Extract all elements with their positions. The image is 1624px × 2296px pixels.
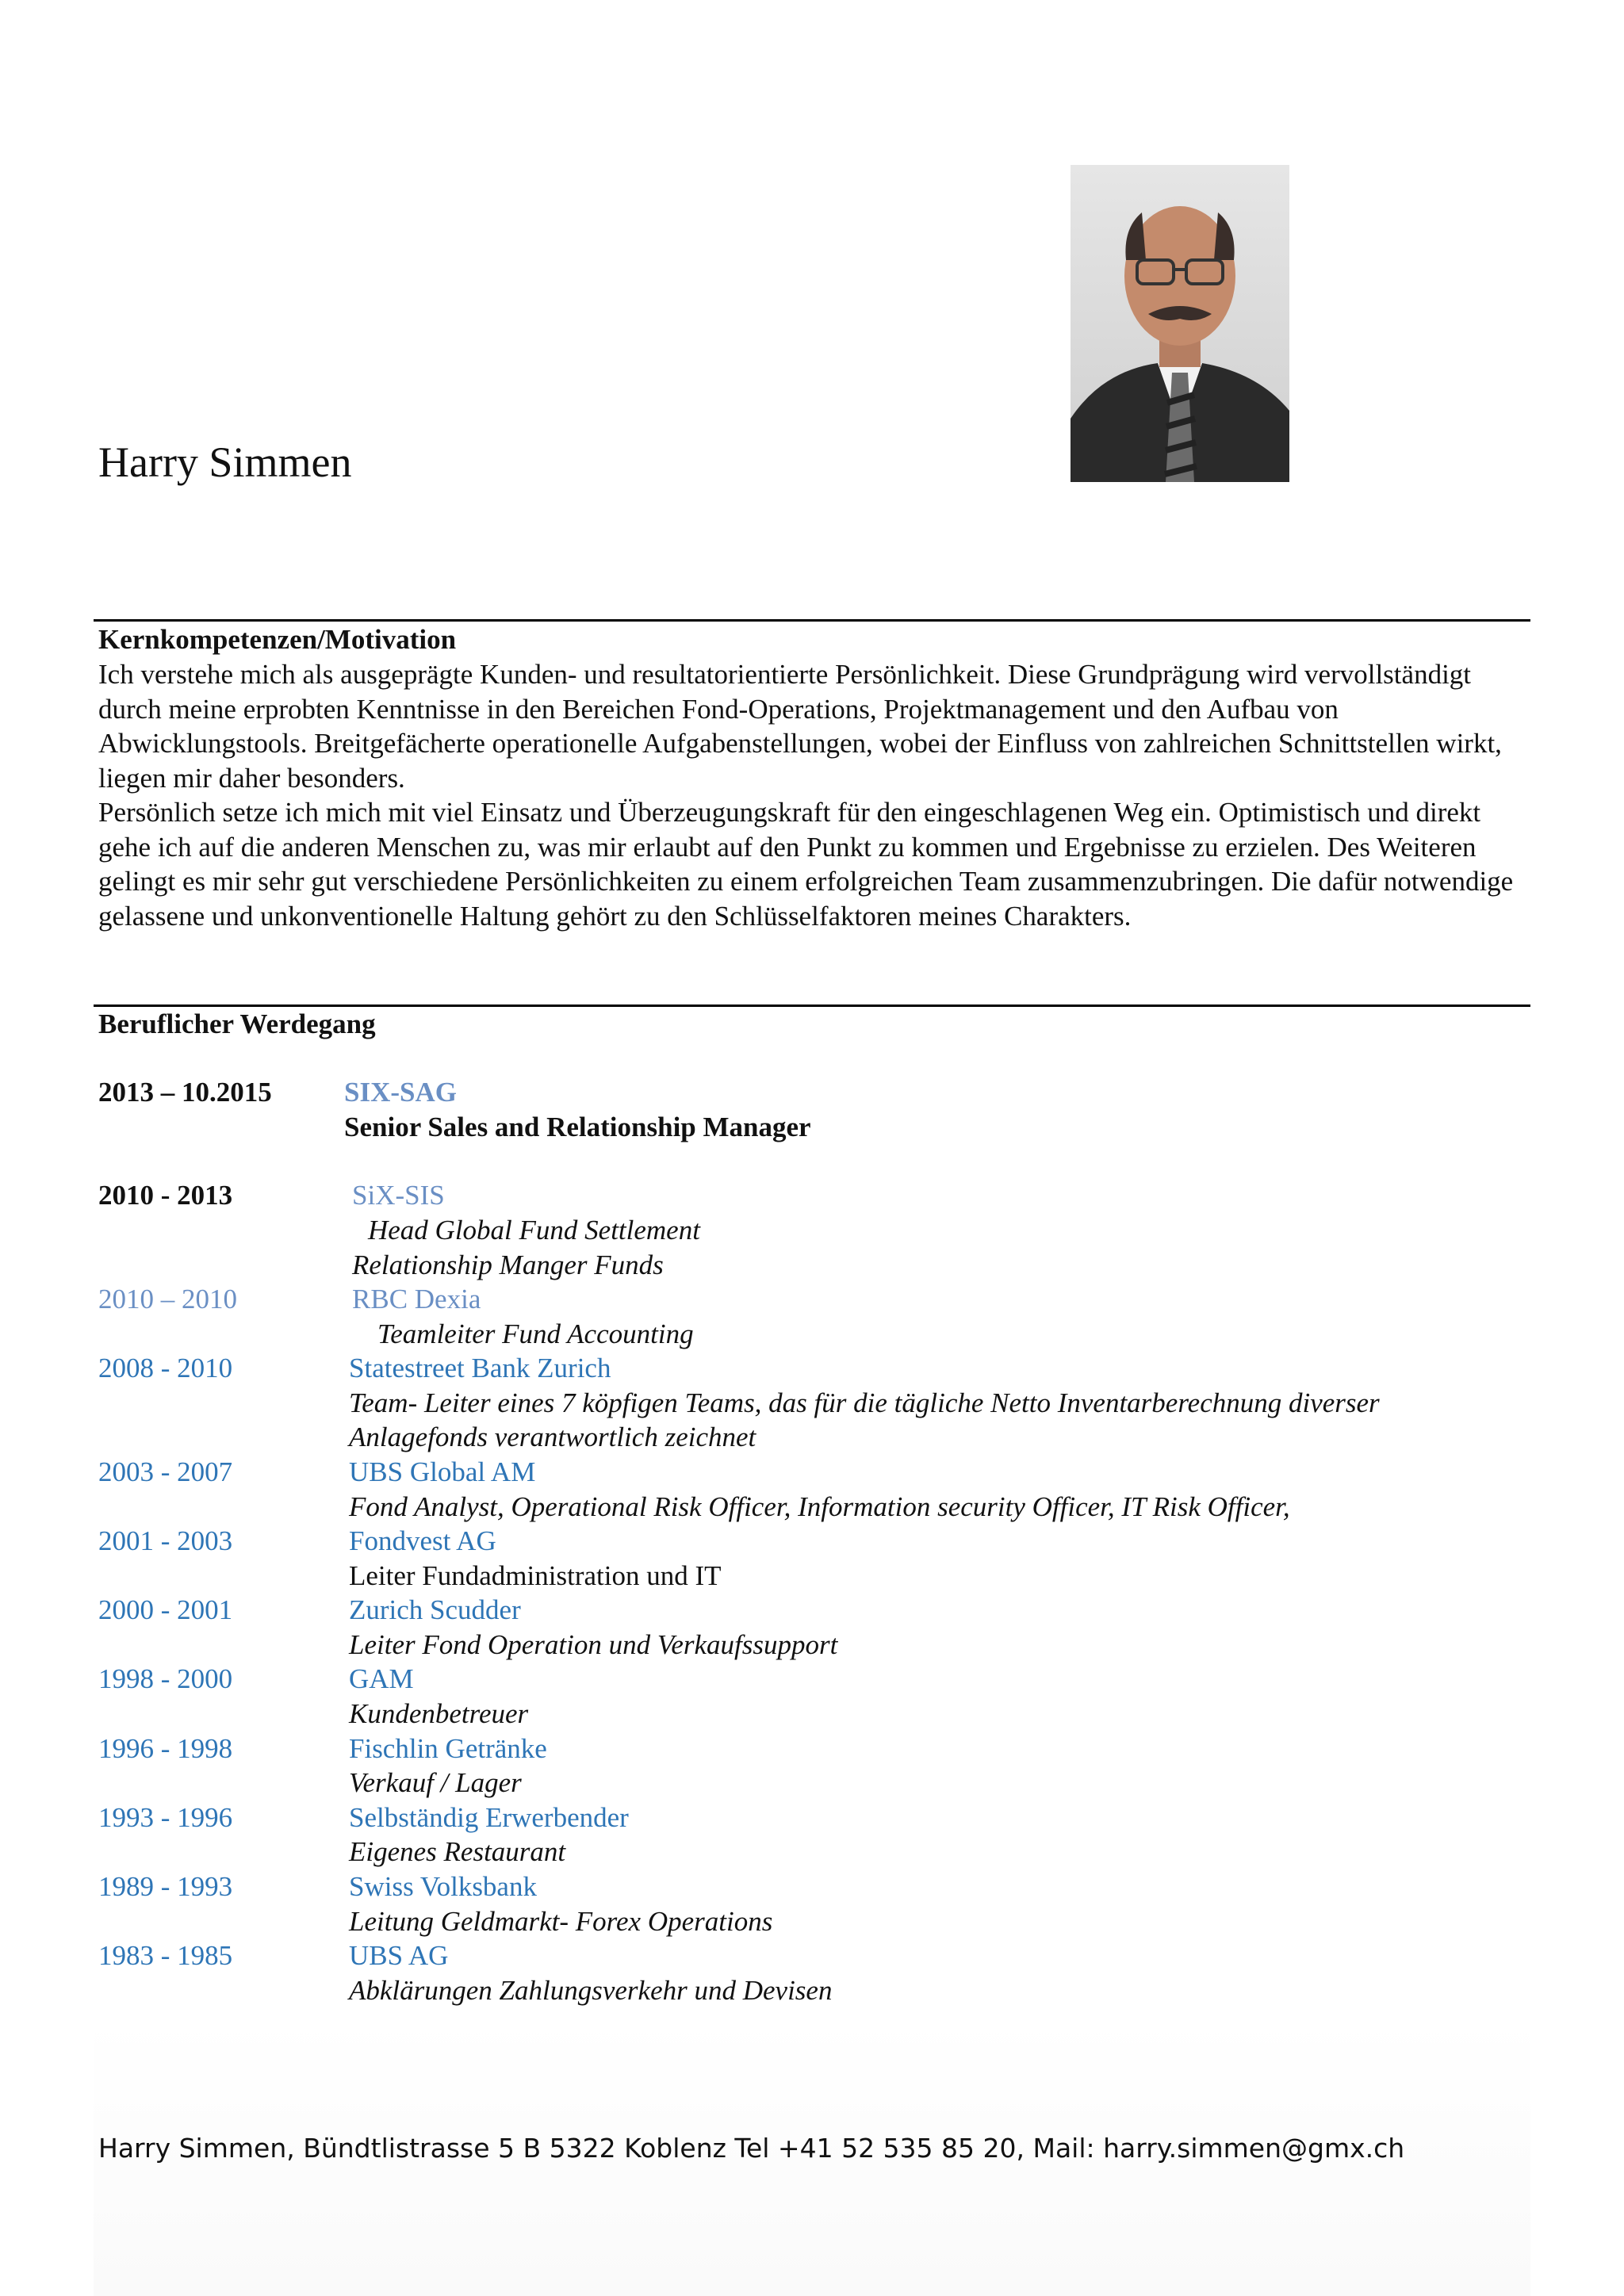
career-date: 1998 - 2000 [98, 1663, 233, 1694]
career-role: Anlagefonds verantwortlich zeichnet [349, 1422, 756, 1452]
person-name: Harry Simmen [98, 438, 352, 486]
portrait-icon [1071, 165, 1289, 482]
career-company: SiX-SIS [352, 1180, 445, 1211]
career-company: UBS Global AM [349, 1456, 536, 1487]
portrait-photo [1071, 165, 1289, 482]
career-company: GAM [349, 1663, 414, 1694]
career-role: Fond Analyst, Operational Risk Officer, Information security Officer, IT Risk Officer, [349, 1491, 1290, 1522]
career-company: RBC Dexia [352, 1284, 481, 1314]
career-role: Head Global Fund Settlement [368, 1215, 700, 1246]
career-role: Leitung Geldmarkt- Forex Operations [349, 1906, 773, 1937]
career-role: Relationship Manger Funds [352, 1249, 664, 1280]
career-company: Selbständig Erwerbender [349, 1802, 629, 1833]
career-company: Swiss Volksbank [349, 1871, 537, 1902]
career-date: 2010 - 2013 [98, 1180, 233, 1211]
career-role: Leiter Fond Operation und Verkaufssupport [349, 1629, 838, 1660]
career-company: Zurich Scudder [349, 1594, 521, 1625]
career-heading: Beruflicher Werdegang [98, 1008, 376, 1039]
career-role: Teamleiter Fund Accounting [377, 1318, 694, 1349]
career-date: 2003 - 2007 [98, 1456, 233, 1487]
career-company: SIX-SAG [344, 1077, 457, 1108]
career-role: Kundenbetreuer [349, 1698, 529, 1729]
section-divider [94, 619, 1530, 622]
career-role: Team- Leiter eines 7 köpfigen Teams, das für die tägliche Netto Inventarberechnung diverser [349, 1387, 1380, 1418]
career-company: UBS AG [349, 1940, 449, 1971]
career-date: 2010 – 2010 [98, 1284, 237, 1314]
profile-paragraph: Ich verstehe mich als ausgeprägte Kunden- und resultatorientierte Persönlichkeit. Diese Grundprägung wird vervollständigt durch meine erprobten Kenntnisse in den Bereichen Fond-Operations, Projektmanagement und den Aufbau von Abwicklungstools. Breitgefächerte operationelle Aufgabenstellungen, wobei der Einfluss von zahlreichen Schnittstellen wirkt, liegen mir daher besonders. [98, 659, 1502, 794]
profile-paragraph: Persönlich setze ich mich mit viel Einsatz und Überzeugungskraft für den eingeschlagenen Weg ein. Optimistisch und direkt gehe ich auf die anderen Menschen zu, was mir erlaubt auf den Punkt zu kommen und Ergebnisse zu erzielen. Des Weiteren gelingt es mir sehr gut verschiedene Persönlichkeiten zu einem erfolgreichen Team zusammenzubringen. Die dafür notwendige gelassene und unkonventionelle Haltung gehört zu den Schlüsselfaktoren meines Charakters. [98, 797, 1514, 932]
career-date: 1983 - 1985 [98, 1940, 233, 1971]
career-role: Senior Sales and Relationship Manager [344, 1112, 811, 1142]
career-role: Verkauf / Lager [349, 1767, 522, 1798]
career-company: Statestreet Bank Zurich [349, 1353, 611, 1383]
career-date: 2013 – 10.2015 [98, 1077, 272, 1108]
career-role: Eigenes Restaurant [349, 1836, 566, 1867]
profile-heading: Kernkompetenzen/Motivation [98, 624, 457, 655]
career-date: 2000 - 2001 [98, 1594, 233, 1625]
career-date: 1993 - 1996 [98, 1802, 233, 1833]
section-divider [94, 1004, 1530, 1007]
career-date: 1989 - 1993 [98, 1871, 233, 1902]
profile-text [98, 657, 1526, 933]
career-role: Abklärungen Zahlungsverkehr und Devisen [349, 1975, 833, 2006]
career-company: Fondvest AG [349, 1525, 496, 1556]
career-company: Fischlin Getränke [349, 1733, 547, 1764]
footer-contact: Harry Simmen, Bündtlistrasse 5 B 5322 Koblenz Tel +41 52 535 85 20, Mail: harry.simmen@gmx.ch [98, 2133, 1405, 2164]
career-date: 1996 - 1998 [98, 1733, 233, 1764]
career-role: Leiter Fundadministration und IT [349, 1560, 722, 1591]
career-date: 2008 - 2010 [98, 1353, 233, 1383]
career-date: 2001 - 2003 [98, 1525, 233, 1556]
